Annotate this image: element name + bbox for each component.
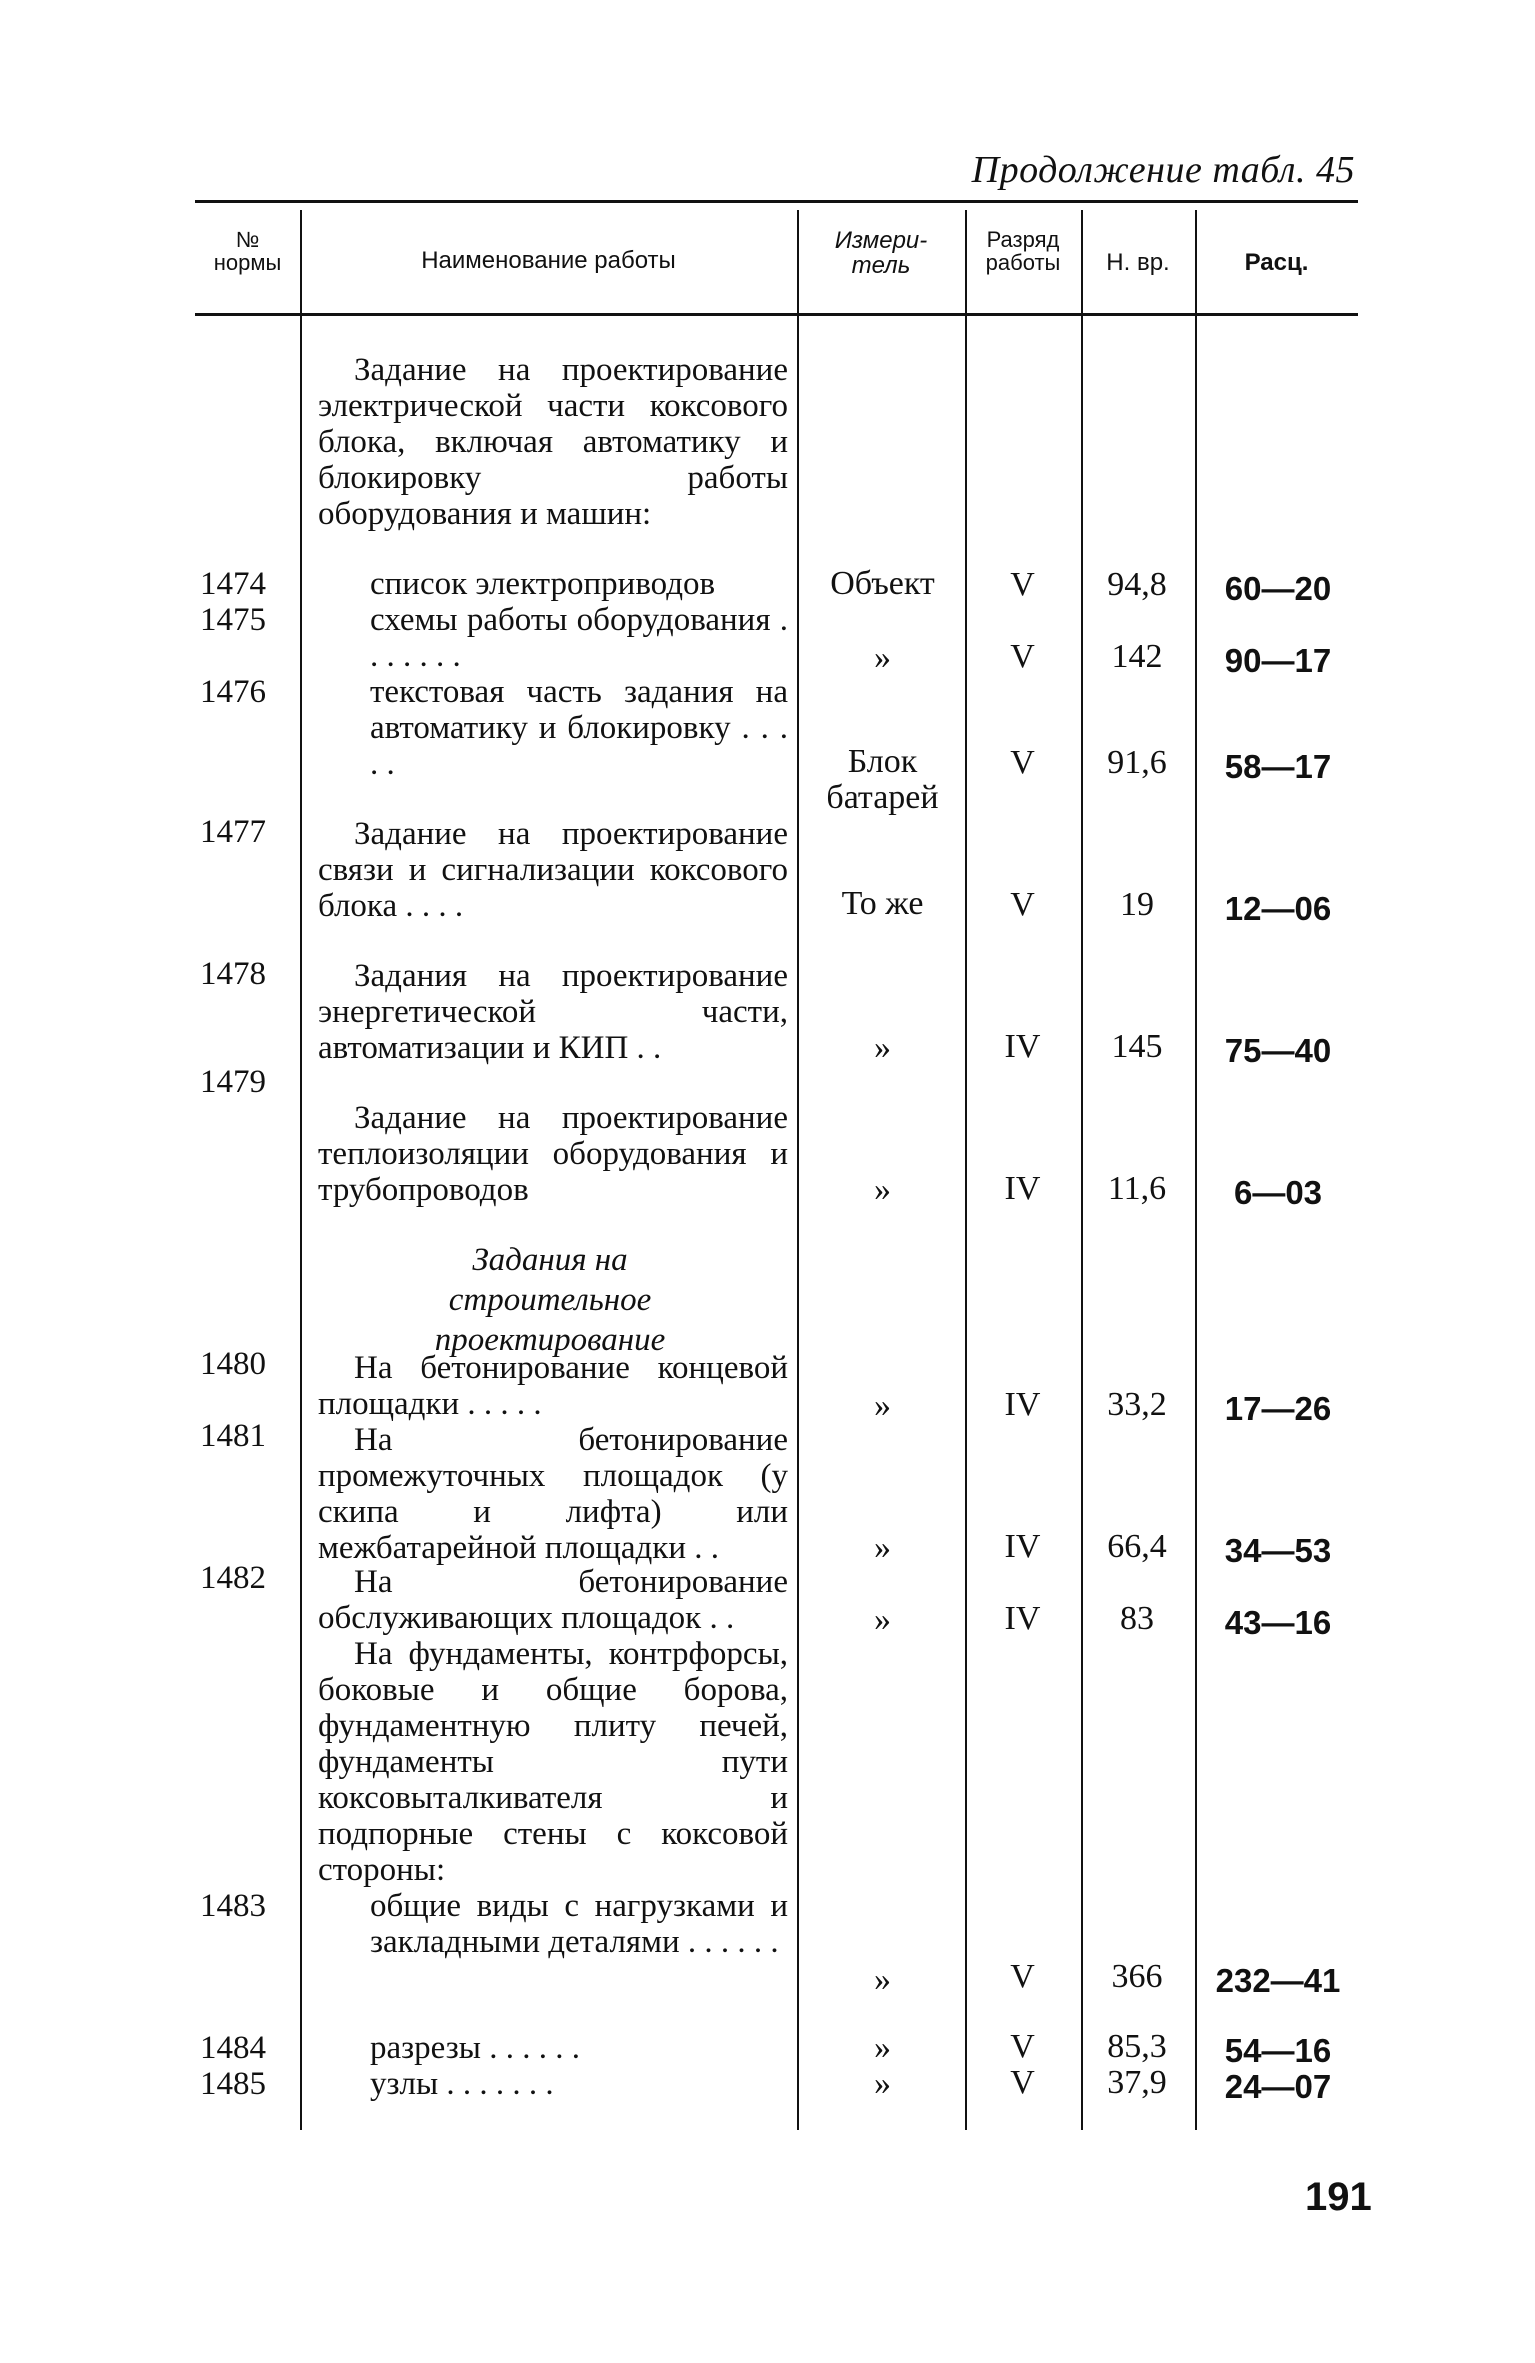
header-hours-text: Н. вр. [1106,249,1170,276]
rate-cell: 54—16 [1224,2032,1332,2069]
unit-cell: » [874,1529,891,1566]
col-divider-2 [797,210,799,2130]
unit-cell: » [874,2065,891,2102]
work-description: Задания на проектирование энергетической части, автоматизации и КИП . . [318,958,788,1066]
norm-number: 1482 [200,1560,266,1596]
norm-number: 1483 [200,1888,266,1924]
unit-cell: » [874,1387,891,1424]
rate-cell: 90—17 [1224,642,1332,679]
hours-cell: 19 [1120,886,1154,923]
header-norm-no-text: № нормы [213,227,282,276]
hours-cell: 33,2 [1107,1386,1167,1423]
norm-number: 1481 [200,1418,266,1454]
header-rate-text: Расц. [1244,249,1309,276]
grade-cell: V [1010,1958,1035,1995]
rate-cell: 34—53 [1224,1532,1332,1569]
hours-cell: 366 [1111,1958,1163,1995]
unit-cell: » [874,2029,891,2066]
hours-cell: 145 [1111,1028,1163,1065]
page-number: 191 [1305,2175,1372,2219]
header-grade-text: Разряд работы [985,227,1061,276]
work-description: текстовая часть задания на автоматику и блокировку . . . . . [370,674,788,782]
norm-number: 1476 [200,674,266,710]
norm-number: 1484 [200,2030,266,2066]
unit-cell: Объект [830,565,935,602]
work-description: разрезы . . . . . . [370,2030,580,2066]
grade-cell: V [1010,886,1035,923]
grade-cell: V [1010,2064,1035,2101]
grade-cell: V [1010,744,1035,781]
header-bottom-rule [195,313,1358,316]
unit-cell: » [874,1171,891,1208]
grade-cell: IV [1004,1386,1041,1423]
work-description: общие виды с нагрузками и закладными деталями . . . . . . [370,1888,788,1960]
unit-cell: » [874,639,891,676]
norm-number: 1478 [200,956,266,992]
row-intro-electrical: Задание на проектирование электрической части коксового блока, включая автоматику и блокировку работы оборудования и машин: [318,352,788,532]
hours-cell: 83 [1120,1600,1154,1637]
unit-cell: » [874,1601,891,1638]
unit-cell: Блок батарей [826,743,939,816]
rate-cell: 6—03 [1233,1174,1323,1211]
work-description: На бетонирование промежуточных площадок (у скипа и лифта) или межбатарейной площадки . . [318,1422,788,1566]
header-work-name-text: Наименование работы [421,247,676,274]
row-intro-foundations: На фундаменты, контрфорсы, боковые и общие борова, фундаментную плиту печей, фундаменты пути коксовыталкивателя и подпорные стены с коксовой стороны: [318,1636,788,1888]
hours-cell: 142 [1111,638,1163,675]
rate-cell: 232—41 [1215,1962,1341,1999]
header-unit [797,228,965,278]
grade-cell: V [1010,638,1035,675]
rate-cell: 60—20 [1224,570,1332,607]
header-norm-no [195,228,300,274]
hours-cell: 91,6 [1107,744,1167,781]
work-description: список электроприводов [370,566,716,602]
work-description: узлы . . . . . . . [370,2066,554,2102]
norm-number: 1475 [200,602,266,638]
hours-cell: 94,8 [1107,566,1167,603]
rate-cell: 75—40 [1224,1032,1332,1069]
work-description: Задание на проектирование связи и сигнализации коксового блока . . . . [318,816,788,924]
norm-number: 1477 [200,814,266,850]
norm-number: 1485 [200,2066,266,2102]
rate-cell: 17—26 [1224,1390,1332,1427]
table-top-rule [195,200,1358,203]
work-description: Задание на проектирование теплоизоляции оборудования и трубопроводов [318,1100,788,1208]
col-divider-5 [1195,210,1197,2130]
grade-cell: IV [1004,1600,1041,1637]
col-divider-1 [300,210,302,2130]
norm-number: 1474 [200,566,266,602]
header-grade [965,228,1081,274]
grade-cell: IV [1004,1528,1041,1565]
header-rate [1195,250,1358,275]
hours-cell: 85,3 [1107,2028,1167,2065]
grade-cell: V [1010,566,1035,603]
hours-cell: 66,4 [1107,1528,1167,1565]
header-hours [1081,250,1195,275]
grade-cell: V [1010,2028,1035,2065]
header-unit-text: Измери- тель [834,227,928,280]
table-continuation-caption: Продолжение табл. 45 [971,149,1355,191]
rate-cell: 24—07 [1224,2068,1332,2105]
norm-number: 1480 [200,1346,266,1382]
work-description: На бетонирование обслуживающих площадок . . [318,1564,788,1636]
hours-cell: 37,9 [1107,2064,1167,2101]
rate-cell: 12—06 [1224,890,1332,927]
unit-cell: То же [841,885,924,922]
grade-cell: IV [1004,1028,1041,1065]
norm-number: 1479 [200,1064,266,1100]
work-description: схемы работы оборудования . . . . . . . [370,602,788,674]
unit-cell: » [874,1961,891,1998]
hours-cell: 11,6 [1107,1170,1167,1207]
grade-cell: IV [1004,1170,1041,1207]
rate-cell: 58—17 [1224,748,1332,785]
section-heading-construction: Задания на строительное проектирование [434,1242,666,1358]
unit-cell: » [874,1029,891,1066]
header-work-name [300,248,797,273]
rate-cell: 43—16 [1224,1604,1332,1641]
work-description: На бетонирование концевой площадки . . . . . [318,1350,788,1422]
